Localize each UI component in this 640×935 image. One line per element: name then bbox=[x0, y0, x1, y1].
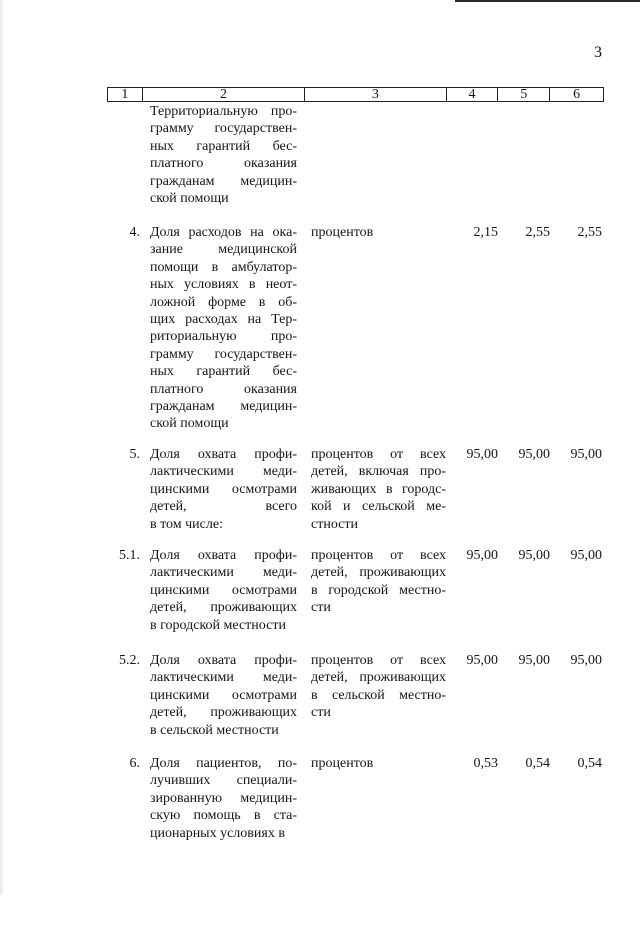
text-line: процентов от всех bbox=[311, 653, 446, 668]
text-line: детей, всего bbox=[150, 499, 297, 515]
row-indicator bbox=[150, 224, 297, 433]
text-line: грамму государствен- bbox=[150, 346, 297, 362]
text-line: Доля пациентов, по- bbox=[150, 756, 297, 771]
header-col-1: 1 bbox=[108, 88, 143, 101]
top-rule-line bbox=[455, 0, 640, 2]
row-unit bbox=[311, 755, 446, 772]
row-value-col-6: 95,00 bbox=[570, 447, 602, 462]
text-line: зированную медицин- bbox=[150, 790, 297, 806]
text-line: платного оказания bbox=[150, 381, 297, 397]
text-line: процентов от всех bbox=[311, 447, 446, 462]
text-line: в городской местно- bbox=[311, 582, 446, 598]
text-line: процентов от всех bbox=[311, 548, 446, 563]
text-line: живающих в городс- bbox=[311, 481, 446, 497]
row-indicator bbox=[150, 446, 297, 533]
text-line: стности bbox=[311, 516, 358, 532]
row-number: 5. bbox=[129, 447, 140, 462]
text-line: детей, проживающих bbox=[150, 600, 297, 616]
text-line: ных условиях в неот- bbox=[150, 277, 297, 293]
text-line: Доля расходов на ока- bbox=[150, 225, 297, 240]
text-line: в том числе: bbox=[150, 516, 223, 532]
row-indicator bbox=[150, 755, 297, 842]
text-line: детей, проживающих bbox=[311, 670, 446, 686]
continuation-text bbox=[150, 103, 297, 207]
text-line: лактическими меди- bbox=[150, 565, 297, 581]
text-line: цинскими осмотрами bbox=[150, 687, 297, 703]
text-line: процентов bbox=[311, 756, 374, 771]
row-unit bbox=[311, 652, 446, 722]
row-indicator bbox=[150, 652, 297, 739]
row-value-col-4: 0,53 bbox=[473, 756, 498, 771]
text-line: ложной форме в об- bbox=[150, 294, 297, 310]
row-value-col-6: 95,00 bbox=[570, 548, 602, 563]
row-value-col-4: 95,00 bbox=[466, 447, 498, 462]
text-line: грамму государствен- bbox=[150, 121, 297, 137]
text-line: процентов bbox=[311, 225, 374, 240]
row-value-col-5: 2,55 bbox=[525, 225, 550, 240]
text-line: Доля охвата профи- bbox=[150, 653, 297, 668]
text-line: ных гарантий бес- bbox=[150, 138, 297, 154]
text-line: детей, проживающих bbox=[150, 705, 297, 721]
header-col-4: 4 bbox=[447, 88, 499, 101]
row-indicator bbox=[150, 547, 297, 634]
row-value-col-4: 95,00 bbox=[466, 653, 498, 668]
scan-edge-shadow bbox=[0, 0, 3, 895]
row-value-col-5: 0,54 bbox=[525, 756, 550, 771]
text-line: ных гарантий бес- bbox=[150, 364, 297, 380]
row-number: 5.1. bbox=[119, 548, 140, 563]
text-line: помощи в амбулатор- bbox=[150, 259, 297, 275]
row-unit bbox=[311, 446, 446, 533]
row-value-col-5: 95,00 bbox=[518, 447, 550, 462]
header-col-3: 3 bbox=[305, 88, 446, 101]
text-line: цинскими осмотрами bbox=[150, 481, 297, 497]
text-line: гражданам медицин- bbox=[150, 173, 297, 189]
row-value-col-6: 95,00 bbox=[570, 653, 602, 668]
text-line: риториальную про- bbox=[150, 329, 297, 345]
table-row bbox=[107, 755, 604, 935]
text-line: в сельской местности bbox=[150, 722, 279, 738]
text-line: сти bbox=[311, 705, 331, 721]
row-value-col-4: 95,00 bbox=[466, 548, 498, 563]
row-value-col-6: 0,54 bbox=[577, 756, 602, 771]
text-line: в сельской местно- bbox=[311, 687, 446, 703]
text-line: гражданам медицин- bbox=[150, 399, 297, 415]
row-value-col-4: 2,15 bbox=[473, 225, 498, 240]
text-line: ционарных условиях в bbox=[150, 825, 285, 841]
text-line: кой и сельской ме- bbox=[311, 499, 446, 515]
header-col-2: 2 bbox=[143, 88, 305, 101]
row-number: 4. bbox=[129, 225, 140, 240]
text-line: щих расходах на Тер- bbox=[150, 312, 297, 328]
text-line: лактическими меди- bbox=[150, 464, 297, 480]
row-value-col-5: 95,00 bbox=[518, 548, 550, 563]
text-line: Территориальную про- bbox=[150, 104, 297, 119]
page-number: 3 bbox=[594, 44, 602, 61]
text-line: Доля охвата профи- bbox=[150, 548, 297, 563]
text-line: ской помощи bbox=[150, 416, 229, 432]
text-line: цинскими осмотрами bbox=[150, 582, 297, 598]
text-line: лучивших специали- bbox=[150, 773, 297, 789]
text-line: зание медицинской bbox=[150, 242, 297, 258]
table-header-row bbox=[107, 87, 604, 102]
row-value-col-6: 2,55 bbox=[577, 225, 602, 240]
row-number: 6. bbox=[129, 756, 140, 771]
text-line: детей, проживающих bbox=[311, 565, 446, 581]
text-line: ской помощи bbox=[150, 191, 229, 207]
row-value-col-5: 95,00 bbox=[518, 653, 550, 668]
row-unit bbox=[311, 224, 446, 241]
row-number: 5.2. bbox=[119, 653, 140, 668]
text-line: сти bbox=[311, 600, 331, 616]
header-col-5: 5 bbox=[498, 88, 550, 101]
text-line: Доля охвата профи- bbox=[150, 447, 297, 462]
text-line: лактическими меди- bbox=[150, 670, 297, 686]
text-line: детей, включая про- bbox=[311, 464, 446, 480]
text-line: в городской местности bbox=[150, 617, 286, 633]
header-col-6: 6 bbox=[573, 87, 581, 102]
row-unit bbox=[311, 547, 446, 617]
text-line: платного оказания bbox=[150, 156, 297, 172]
table-row bbox=[107, 224, 604, 432]
text-line: скую помощь в ста- bbox=[150, 808, 297, 824]
